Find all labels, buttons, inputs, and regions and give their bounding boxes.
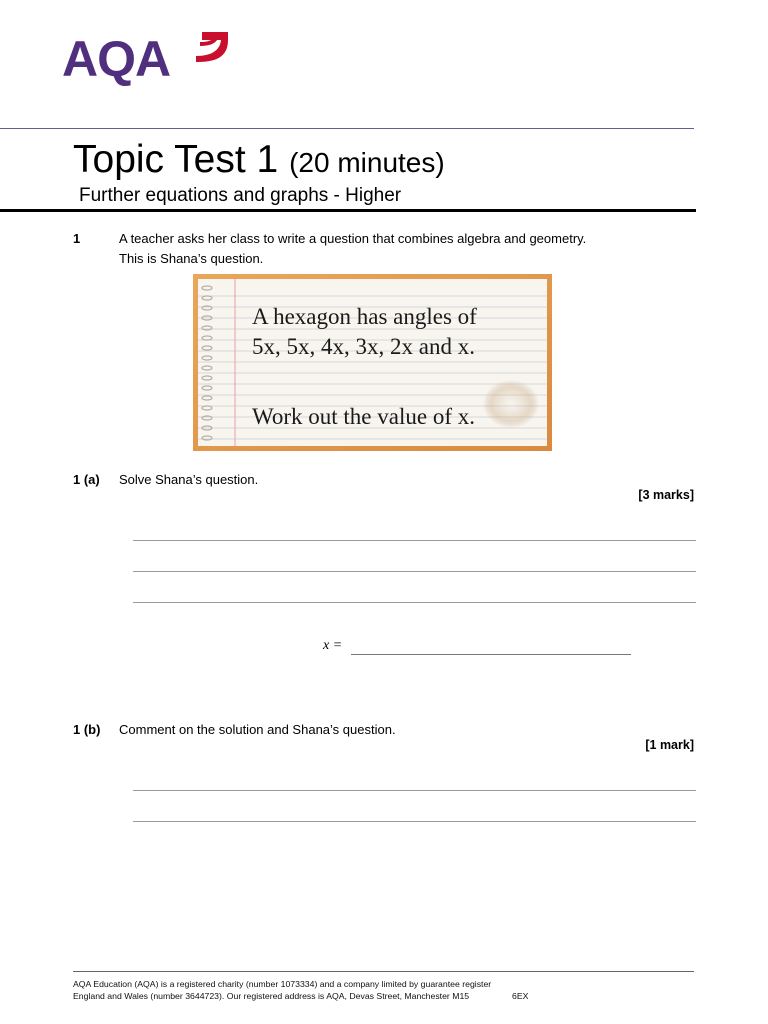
answer-line[interactable] (133, 790, 696, 791)
answer-line[interactable] (133, 540, 696, 541)
note-line3: Work out the value of x. (252, 404, 475, 429)
answer-line[interactable] (133, 821, 696, 822)
part-b-label: 1 (b) (73, 722, 101, 737)
part-b-marks: [1 mark] (645, 738, 694, 752)
aqa-logo-text: AQA (62, 31, 171, 87)
footer-line1: AQA Education (AQA) is a registered charity (number 1073334) and a company limited by guarantee register (73, 979, 492, 989)
page-title (73, 140, 445, 179)
part-b-text: Comment on the solution and Shana’s question. (119, 722, 396, 737)
question-intro-line1: A teacher asks her class to write a question that combines algebra and geometry. (119, 231, 587, 246)
question-intro-line2: This is Shana’s question. (119, 251, 264, 266)
answer-prefix: x = (323, 638, 343, 653)
final-answer-line[interactable] (351, 654, 631, 655)
answer-line[interactable] (133, 571, 696, 572)
aqa-leaf-icon (194, 30, 230, 64)
shana-question-note (193, 274, 552, 451)
footer-divider (73, 971, 694, 972)
footer-line2: England and Wales (number 3644723). Our registered address is AQA, Devas Street, Manchester M15 (73, 991, 470, 1001)
part-a-text: Solve Shana’s question. (119, 472, 259, 487)
aqa-logo (62, 30, 232, 90)
answer-line[interactable] (133, 602, 696, 603)
question-number: 1 (73, 231, 81, 246)
header-divider (0, 128, 694, 129)
title-duration: (20 minutes) (289, 147, 445, 178)
part-a-label: 1 (a) (73, 472, 100, 487)
title-main: Topic Test 1 (73, 138, 279, 181)
footer-page-code: 6EX (512, 991, 529, 1001)
part-a-marks: [3 marks] (638, 488, 694, 502)
page-subtitle: Further equations and graphs - Higher (79, 185, 402, 206)
note-line1: A hexagon has angles of (252, 304, 477, 329)
title-divider (0, 209, 696, 212)
note-line2: 5x, 5x, 4x, 3x, 2x and x. (252, 334, 475, 359)
